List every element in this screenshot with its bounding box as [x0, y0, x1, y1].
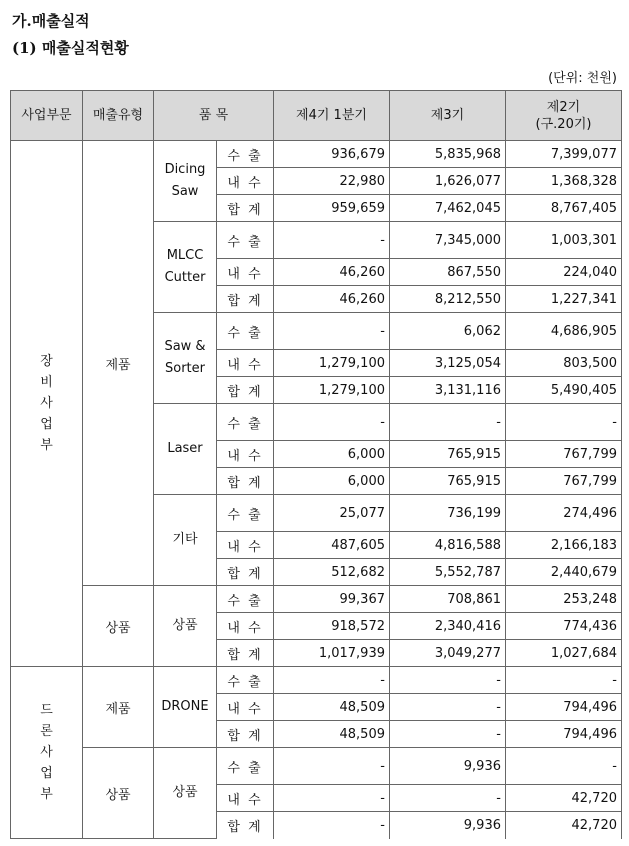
value-cell: 2,340,416	[390, 613, 506, 640]
row-label: 수 출	[217, 404, 274, 441]
type-cell: 제품	[83, 141, 154, 586]
row-label: 수 출	[217, 586, 274, 613]
section-heading: 가.매출실적	[12, 12, 90, 30]
value-cell: 46,260	[274, 286, 390, 313]
value-cell: 765,915	[390, 468, 506, 495]
value-cell: 6,062	[390, 313, 506, 350]
value-cell: -	[390, 721, 506, 748]
value-cell: 6,000	[274, 441, 390, 468]
row-label: 합 계	[217, 640, 274, 667]
item-cell: MLCC Cutter	[154, 222, 217, 313]
value-cell: -	[390, 404, 506, 441]
value-cell: 1,279,100	[274, 377, 390, 404]
value-cell: 5,490,405	[506, 377, 622, 404]
subsection-heading: (1) 매출실적현황	[12, 39, 129, 57]
header-row	[11, 91, 622, 141]
row-label: 내 수	[217, 350, 274, 377]
value-cell: 1,368,328	[506, 168, 622, 195]
value-cell: 1,017,939	[274, 640, 390, 667]
division-name: 드론사업부	[40, 703, 53, 802]
item-cell: DRONE	[154, 667, 217, 748]
value-cell: 767,799	[506, 468, 622, 495]
value-cell: 6,000	[274, 468, 390, 495]
row-label: 내 수	[217, 441, 274, 468]
item-cell: Dicing Saw	[154, 141, 217, 222]
table-row	[11, 141, 622, 168]
value-cell: 8,212,550	[390, 286, 506, 313]
value-cell: -	[506, 667, 622, 694]
value-cell: 794,496	[506, 721, 622, 748]
value-cell: 48,509	[274, 694, 390, 721]
value-cell: 48,509	[274, 721, 390, 748]
value-cell: 959,659	[274, 195, 390, 222]
col-header-fy2	[506, 91, 622, 141]
row-label: 수 출	[217, 495, 274, 532]
value-cell: 1,227,341	[506, 286, 622, 313]
value-cell: -	[506, 404, 622, 441]
row-label: 수 출	[217, 222, 274, 259]
value-cell: 1,279,100	[274, 350, 390, 377]
value-cell: 7,345,000	[390, 222, 506, 259]
value-cell: 1,003,301	[506, 222, 622, 259]
row-label: 합 계	[217, 721, 274, 748]
value-cell: 708,861	[390, 586, 506, 613]
item-cell: 상품	[154, 748, 217, 839]
value-cell: 274,496	[506, 495, 622, 532]
value-cell: 3,131,116	[390, 377, 506, 404]
type-cell: 상품	[83, 586, 154, 667]
value-cell: 7,399,077	[506, 141, 622, 168]
table-row	[11, 748, 622, 785]
value-cell: 918,572	[274, 613, 390, 640]
sales-table	[10, 90, 622, 839]
col-header-fy3: 제3기	[390, 91, 506, 141]
value-cell: 9,936	[390, 812, 506, 839]
division-cell	[11, 141, 83, 667]
value-cell: 9,936	[390, 748, 506, 785]
value-cell: 736,199	[390, 495, 506, 532]
row-label: 수 출	[217, 667, 274, 694]
value-cell: 1,626,077	[390, 168, 506, 195]
division-name: 장비사업부	[40, 354, 53, 453]
value-cell: -	[274, 404, 390, 441]
row-label: 합 계	[217, 195, 274, 222]
row-label: 수 출	[217, 748, 274, 785]
value-cell: -	[274, 222, 390, 259]
type-cell: 상품	[83, 748, 154, 839]
value-cell: 224,040	[506, 259, 622, 286]
value-cell: 22,980	[274, 168, 390, 195]
value-cell: 765,915	[390, 441, 506, 468]
value-cell: 99,367	[274, 586, 390, 613]
row-label: 내 수	[217, 785, 274, 812]
value-cell: 2,166,183	[506, 532, 622, 559]
row-label: 수 출	[217, 313, 274, 350]
value-cell: 5,835,968	[390, 141, 506, 168]
col-header-fy2-line2: (구.20기)	[535, 116, 592, 132]
row-label: 합 계	[217, 812, 274, 839]
value-cell: -	[274, 812, 390, 839]
value-cell: 2,440,679	[506, 559, 622, 586]
unit-label: (단위: 천원)	[548, 71, 617, 86]
row-label: 내 수	[217, 168, 274, 195]
value-cell: 774,436	[506, 613, 622, 640]
col-header-item: 품 목	[154, 91, 274, 141]
row-label: 합 계	[217, 377, 274, 404]
row-label: 수 출	[217, 141, 274, 168]
col-header-dept: 사업부문	[11, 91, 83, 141]
value-cell: 867,550	[390, 259, 506, 286]
col-header-type: 매출유형	[83, 91, 154, 141]
value-cell: -	[274, 748, 390, 785]
value-cell: 25,077	[274, 495, 390, 532]
value-cell: 794,496	[506, 694, 622, 721]
item-cell: Laser	[154, 404, 217, 495]
table-row	[11, 667, 622, 694]
value-cell: 803,500	[506, 350, 622, 377]
division-cell	[11, 667, 83, 839]
value-cell: -	[274, 667, 390, 694]
row-label: 합 계	[217, 468, 274, 495]
row-label: 내 수	[217, 532, 274, 559]
value-cell: 42,720	[506, 785, 622, 812]
value-cell: 42,720	[506, 812, 622, 839]
row-label: 합 계	[217, 286, 274, 313]
value-cell: 4,686,905	[506, 313, 622, 350]
row-label: 내 수	[217, 694, 274, 721]
col-header-q1: 제4기 1분기	[274, 91, 390, 141]
value-cell: -	[390, 694, 506, 721]
value-cell: 4,816,588	[390, 532, 506, 559]
value-cell: -	[506, 748, 622, 785]
table-row	[11, 586, 622, 613]
value-cell: 1,027,684	[506, 640, 622, 667]
value-cell: 512,682	[274, 559, 390, 586]
value-cell: 487,605	[274, 532, 390, 559]
row-label: 내 수	[217, 613, 274, 640]
row-label: 내 수	[217, 259, 274, 286]
value-cell: -	[390, 785, 506, 812]
value-cell: 3,125,054	[390, 350, 506, 377]
item-cell: 기타	[154, 495, 217, 586]
value-cell: 46,260	[274, 259, 390, 286]
value-cell: 3,049,277	[390, 640, 506, 667]
value-cell: 8,767,405	[506, 195, 622, 222]
col-header-fy2-line1: 제2기	[546, 99, 581, 115]
value-cell: 7,462,045	[390, 195, 506, 222]
value-cell: -	[274, 313, 390, 350]
value-cell: 253,248	[506, 586, 622, 613]
item-cell: 상품	[154, 586, 217, 667]
value-cell: 767,799	[506, 441, 622, 468]
value-cell: -	[274, 785, 390, 812]
value-cell: 936,679	[274, 141, 390, 168]
value-cell: -	[390, 667, 506, 694]
value-cell: 5,552,787	[390, 559, 506, 586]
row-label: 합 계	[217, 559, 274, 586]
item-cell: Saw & Sorter	[154, 313, 217, 404]
type-cell: 제품	[83, 667, 154, 748]
